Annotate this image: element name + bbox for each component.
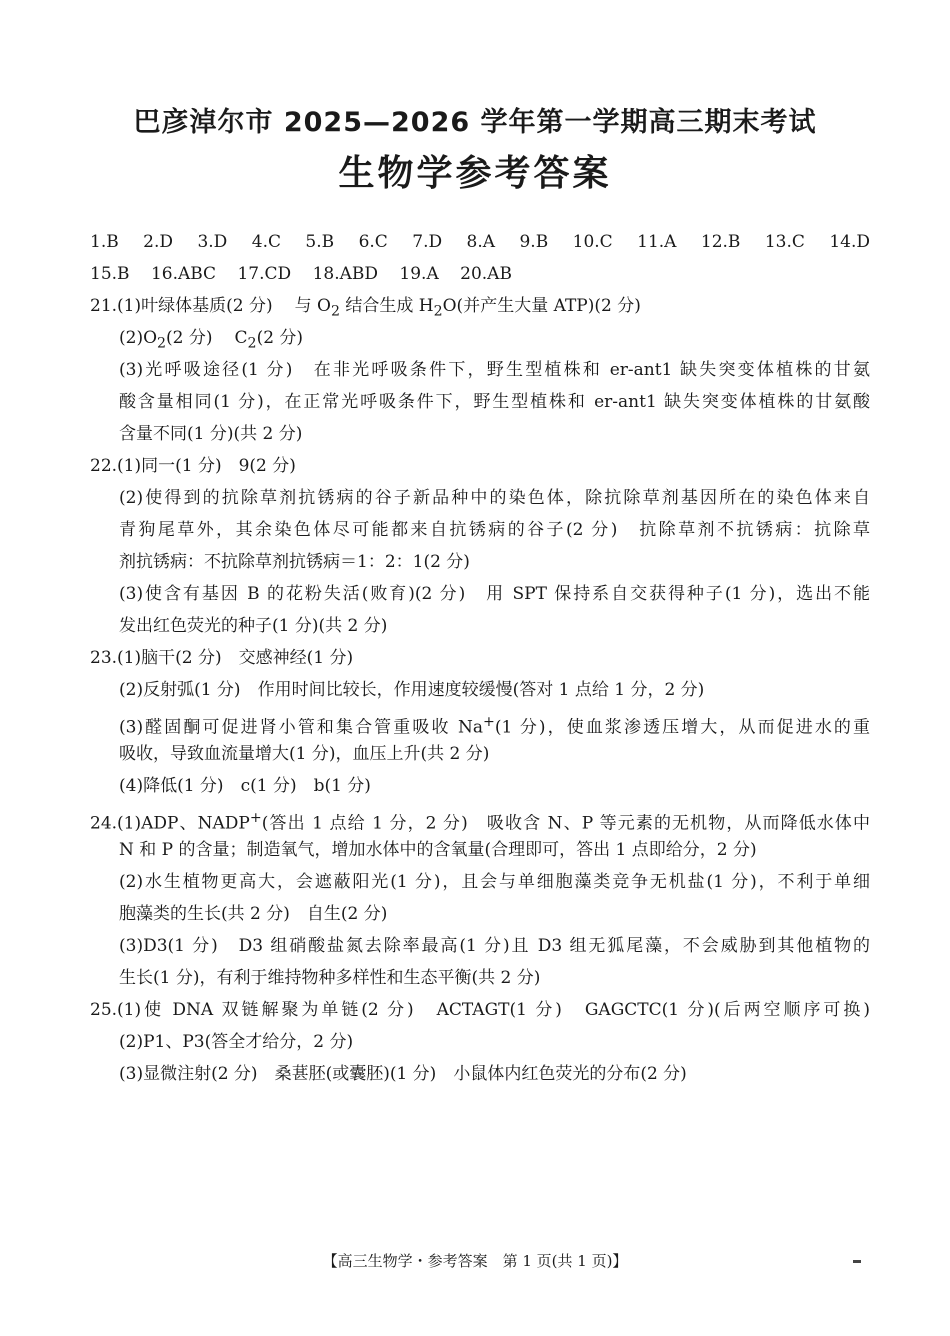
superscript: + (249, 810, 262, 826)
mcq-answer: 19.A (399, 264, 439, 284)
q21-text: (2)O (119, 328, 158, 348)
q21-text: O(并产生大量 ATP)(2 分) (442, 296, 641, 316)
q23-line: 吸收，导致血流量增大(1 分)，血压上升(共 2 分) (119, 744, 490, 764)
q23-line (90, 708, 870, 740)
q21-text: C (234, 328, 248, 348)
q25-line: (2)P1、P3(答全才给分，2 分) (119, 1032, 354, 1052)
exam-title: 巴彦淖尔市 2025—2026 学年第一学期高三期末考试 (133, 107, 817, 138)
q21-line (90, 324, 870, 356)
mcq-answer: 4.C (251, 232, 281, 252)
answer-body (90, 228, 870, 1092)
q24-line: N 和 P 的含量；制造氧气，增加水体中的含氧量(合理即可，答出 1 点即给分，2 分) (119, 840, 757, 860)
q23-line: (4)降低(1 分) c(1 分) b(1 分) (119, 776, 371, 796)
mcq-answer: 16.ABC (150, 264, 217, 284)
mcq-row-1 (90, 228, 870, 260)
q24-text: (答出 1 点给 1 分，2 分) 吸收含 N、P 等元素的无机物，从而降低水体中 (261, 813, 870, 834)
q21-part1-answer-a: 21.(1)叶绿体基质(2 分) (90, 296, 273, 316)
q24-text: 24.(1)ADP、NADP (90, 813, 250, 834)
mcq-answer: 8.A (466, 232, 496, 252)
mcq-answer: 10.C (572, 232, 613, 252)
subscript: 2 (157, 335, 167, 352)
q23-text: (1 分)，使血浆渗透压增大，从而促进水的重 (494, 717, 871, 738)
q22-line: 剂抗锈病：不抗除草剂抗锈病＝1：2：1(2 分) (119, 552, 470, 572)
q24-line: (3)D3(1 分) D3 组硝酸盐氮去除率最高(1 分)且 D3 组无狐尾藻，不会威胁到其他植物的 (119, 936, 870, 956)
q22-line: 22.(1)同一(1 分) 9(2 分) (90, 456, 296, 476)
mcq-answer: 7.D (412, 232, 443, 252)
mcq-answer: 5.B (305, 232, 335, 252)
subscript: 2 (247, 335, 257, 352)
q23-line: (2)反射弧(1 分) 作用时间比较长，作用速度较缓慢(答对 1 点给 1 分，2 分) (119, 680, 705, 700)
scan-mark (853, 1260, 861, 1263)
q21-line: 含量不同(1 分)(共 2 分) (119, 424, 303, 444)
subscript: 2 (433, 303, 443, 320)
q25-line: 25.(1)使 DNA 双链解聚为单链(2 分) ACTAGT(1 分) GAGCTC(1 分)(后两空顺序可换) (90, 1000, 870, 1020)
q22-line: 发出红色荧光的种子(1 分)(共 2 分) (119, 616, 388, 636)
answer-key-title: 生物学参考答案 (338, 153, 612, 194)
mcq-answer: 18.ABD (312, 264, 379, 284)
q24-line: 胞藻类的生长(共 2 分) 自生(2 分) (119, 904, 388, 924)
mcq-answer: 12.B (700, 232, 741, 252)
mcq-row-2 (90, 260, 870, 292)
q25-line: (3)显微注射(2 分) 桑葚胚(或囊胚)(1 分) 小鼠体内红色荧光的分布(2 分) (119, 1064, 687, 1084)
q24-line: 生长(1 分)，有利于维持物种多样性和生态平衡(共 2 分) (119, 968, 541, 988)
q21-line: (3)光呼吸途径(1 分) 在非光呼吸条件下，野生型植株和 er-ant1 缺失突变体植株的甘氨 (119, 360, 870, 380)
mcq-answer: 13.C (764, 232, 805, 252)
q23-text: (3)醛固酮可促进肾小管和集合管重吸收 Na (119, 717, 484, 738)
q21-text: 与 O (294, 296, 331, 316)
q24-line (90, 804, 870, 836)
q23-line: 23.(1)脑干(2 分) 交感神经(1 分) (90, 648, 354, 668)
page-footer: 【高三生物学・参考答案 第 1 页(共 1 页)】 (322, 1252, 628, 1270)
q21-line (90, 292, 870, 324)
mcq-answer: 17.CD (237, 264, 292, 284)
superscript: + (483, 714, 495, 730)
q21-line: 酸含量相同(1 分)，在正常光呼吸条件下，野生型植株和 er-ant1 缺失突变体植株的甘氨酸 (119, 392, 870, 412)
mcq-answer: 11.A (637, 232, 677, 252)
mcq-answer: 3.D (197, 232, 228, 252)
q22-line: (3)使含有基因 B 的花粉失活(败育)(2 分) 用 SPT 保持系自交获得种子(1 分)，选出不能 (119, 584, 870, 604)
mcq-answer: 1.B (90, 232, 119, 252)
mcq-answer: 2.D (143, 232, 174, 252)
q24-line: (2)水生植物更高大，会遮蔽阳光(1 分)，且会与单细胞藻类竞争无机盐(1 分)，不利于单细 (119, 872, 870, 892)
q21-text: (2 分) (166, 328, 213, 348)
subscript: 2 (330, 303, 340, 320)
mcq-answer: 14.D (829, 232, 870, 252)
mcq-answer: 20.AB (460, 264, 512, 284)
mcq-answer: 15.B (90, 264, 130, 284)
mcq-answer: 9.B (519, 232, 549, 252)
q22-line: 青狗尾草外，其余染色体尽可能都来自抗锈病的谷子(2 分) 抗除草剂不抗锈病：抗除草 (119, 520, 870, 540)
q21-text: (2 分) (256, 328, 304, 348)
q21-text: 结合生成 H (339, 296, 434, 316)
q22-line: (2)使得到的抗除草剂抗锈病的谷子新品种中的染色体，除抗除草剂基因所在的染色体来自 (119, 488, 870, 508)
mcq-answer: 6.C (358, 232, 388, 252)
